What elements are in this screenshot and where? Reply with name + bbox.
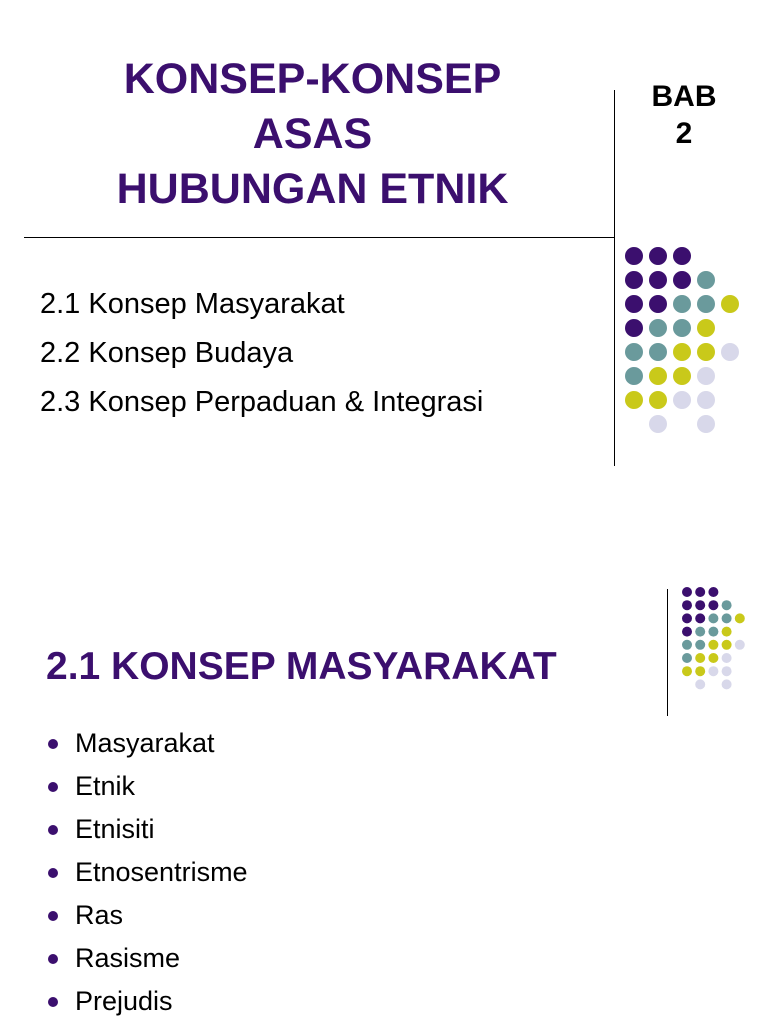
bullet-dot-icon	[48, 997, 58, 1007]
bullet-item	[48, 765, 248, 808]
decor-dot	[722, 640, 732, 650]
decor-dot	[682, 600, 692, 610]
decor-dot	[735, 640, 745, 650]
bullet-text: Masyarakat	[75, 728, 215, 758]
decor-dot	[722, 627, 732, 637]
decor-dot	[697, 319, 715, 337]
bullet-text: Etnisiti	[75, 814, 155, 844]
table-of-contents	[40, 280, 483, 427]
bullet-dot-icon	[48, 739, 58, 749]
bullet-dot-icon	[48, 782, 58, 792]
decor-dot	[649, 295, 667, 313]
decor-dot	[721, 343, 739, 361]
decor-dot	[695, 653, 705, 663]
toc-item-3: 2.3 Konsep Perpaduan & Integrasi	[40, 386, 484, 418]
slide-title	[20, 52, 605, 217]
bullet-text: Ras	[75, 900, 124, 930]
decor-dot	[649, 343, 667, 361]
chapter-number: 2	[675, 117, 693, 150]
bullet-dot-icon	[48, 954, 58, 964]
horizontal-divider	[24, 237, 614, 238]
section-title: 2.1 KONSEP MASYARAKAT	[46, 645, 557, 688]
decor-dot	[649, 319, 667, 337]
decor-dot	[722, 679, 732, 689]
decor-dot	[673, 367, 691, 385]
decor-dot	[649, 415, 667, 433]
bullet-item	[48, 722, 248, 765]
decor-dot	[722, 600, 732, 610]
bullet-item	[48, 894, 248, 937]
bullet-text: Rasisme	[75, 943, 181, 973]
decor-dot	[673, 271, 691, 289]
decor-dot	[721, 295, 739, 313]
decor-dot	[695, 627, 705, 637]
bullet-dot-icon	[48, 825, 58, 835]
decor-dot	[708, 600, 718, 610]
decor-dot	[708, 666, 718, 676]
toc-item-2: 2.2 Konsep Budaya	[40, 337, 294, 369]
decor-dot	[673, 343, 691, 361]
bullet-dot-icon	[48, 911, 58, 921]
slide-2	[0, 512, 768, 1024]
decor-dot	[722, 666, 732, 676]
decor-dot	[697, 271, 715, 289]
decor-dot	[695, 679, 705, 689]
decor-dot	[625, 343, 643, 361]
toc-item-1: 2.1 Konsep Masyarakat	[40, 288, 345, 320]
decor-dot	[708, 640, 718, 650]
decor-dot	[695, 666, 705, 676]
bullet-list	[48, 722, 248, 1023]
decor-dot	[649, 271, 667, 289]
vertical-divider	[614, 90, 615, 466]
decor-dot	[682, 666, 692, 676]
decor-dot	[697, 367, 715, 385]
decor-dot	[682, 587, 692, 597]
decor-dot	[649, 391, 667, 409]
bullet-dot-icon	[48, 868, 58, 878]
decor-dot	[625, 319, 643, 337]
decor-dot	[673, 295, 691, 313]
decor-dot	[708, 587, 718, 597]
bullet-item	[48, 808, 248, 851]
decor-dot	[708, 627, 718, 637]
decor-dot	[695, 587, 705, 597]
decor-dot	[697, 415, 715, 433]
dot-grid-decoration-small	[682, 587, 752, 699]
decor-dot	[673, 319, 691, 337]
bullet-item	[48, 980, 248, 1023]
decor-dot	[625, 271, 643, 289]
decor-dot	[695, 613, 705, 623]
decor-dot	[708, 613, 718, 623]
dot-grid-decoration	[625, 247, 750, 437]
decor-dot	[625, 391, 643, 409]
decor-dot	[649, 367, 667, 385]
decor-dot	[682, 640, 692, 650]
decor-dot	[682, 653, 692, 663]
bullet-item	[48, 851, 248, 894]
title-line-1: KONSEP-KONSEP	[123, 55, 502, 103]
decor-dot	[708, 653, 718, 663]
decor-dot	[697, 343, 715, 361]
decor-dot	[695, 600, 705, 610]
decor-dot	[682, 613, 692, 623]
bullet-text: Etnik	[75, 771, 136, 801]
decor-dot	[625, 295, 643, 313]
decor-dot	[697, 295, 715, 313]
bullet-text: Etnosentrisme	[75, 857, 248, 887]
chapter-label	[634, 78, 734, 152]
vertical-divider	[667, 589, 668, 716]
chapter-word: BAB	[651, 80, 717, 113]
decor-dot	[697, 391, 715, 409]
decor-dot	[682, 627, 692, 637]
bullet-text: Prejudis	[75, 986, 173, 1016]
decor-dot	[673, 247, 691, 265]
decor-dot	[649, 247, 667, 265]
decor-dot	[625, 367, 643, 385]
title-line-3: HUBUNGAN ETNIK	[116, 165, 509, 213]
decor-dot	[625, 247, 643, 265]
decor-dot	[722, 653, 732, 663]
decor-dot	[695, 640, 705, 650]
bullet-item	[48, 937, 248, 980]
decor-dot	[722, 613, 732, 623]
title-line-2: ASAS	[252, 110, 373, 158]
decor-dot	[673, 391, 691, 409]
decor-dot	[735, 613, 745, 623]
